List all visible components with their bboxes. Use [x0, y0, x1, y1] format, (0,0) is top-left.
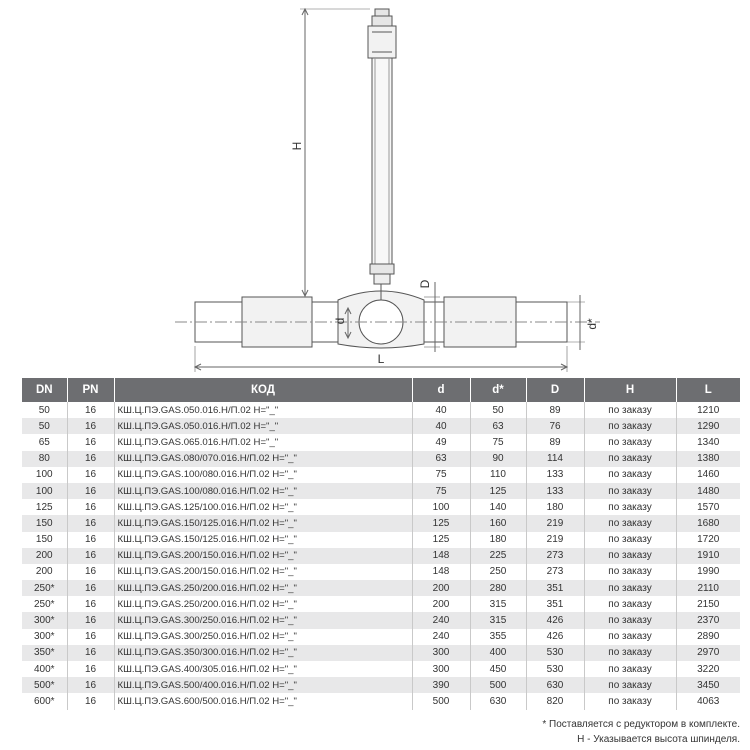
col-l-cell: 1720 [697, 534, 720, 546]
col-l-cell: 2150 [697, 598, 720, 610]
col-code-cell: КШ.Ц.ПЭ.GAS.300/250.016.Н/П.02 Н="_" [114, 629, 412, 645]
col-dn-cell: 50 [22, 418, 67, 434]
col-code-header: КОД [114, 378, 412, 402]
dim-d-star-label: d* [585, 318, 599, 330]
col-l-header: L [676, 378, 740, 402]
dim-d-label: d [333, 317, 347, 325]
table-row [22, 451, 740, 467]
col-dn-cell: 300* [22, 629, 67, 645]
table-row [22, 693, 740, 709]
col-d-star-cell: 160 [470, 515, 526, 531]
col-pn-cell: 16 [67, 580, 114, 596]
col-d-star-cell: 180 [470, 532, 526, 548]
col-code-cell: КШ.Ц.ПЭ.GAS.400/305.016.Н/П.02 Н="_" [114, 661, 412, 677]
col-d-cell: 40 [412, 402, 470, 418]
col-pn-cell: 16 [67, 499, 114, 515]
spindle-top-fitting [368, 9, 396, 58]
col-d-cell: 390 [412, 677, 470, 693]
col-d-star-cell: 75 [470, 434, 526, 450]
col-l-cell: 2110 [676, 580, 740, 596]
col-d-large-cell: 426 [526, 629, 584, 645]
col-d-large-cell: 180 [526, 499, 584, 515]
note-reducer: * Поставляется с редуктором в комплекте. [542, 719, 740, 730]
dim-h-label: H [290, 141, 304, 151]
col-d-star-cell: 450 [470, 661, 526, 677]
col-code-cell: КШ.Ц.ПЭ.GAS.050.016.Н/П.02 Н="_" [114, 418, 412, 434]
table-row [22, 418, 740, 434]
col-d-large-cell: 219 [526, 532, 584, 548]
col-h-cell: по заказу [584, 434, 676, 450]
spec-table [22, 378, 740, 710]
col-pn-cell: 16 [67, 612, 114, 628]
col-h-cell: по заказу [584, 402, 676, 418]
table-row [22, 596, 740, 612]
col-pn-cell: 16 [67, 402, 114, 418]
col-l-cell: 4063 [697, 695, 720, 707]
col-l-cell: 1380 [676, 451, 740, 467]
col-h-cell: по заказу [584, 515, 676, 531]
col-h-cell: по заказу [584, 483, 676, 499]
col-pn-cell: 16 [67, 467, 114, 483]
col-dn-cell: 600* [22, 693, 67, 709]
col-pn-cell: 16 [67, 515, 114, 531]
col-d-star-cell: 280 [470, 580, 526, 596]
col-dn-cell: 80 [22, 451, 67, 467]
col-l-cell: 1990 [697, 566, 720, 578]
col-dn-cell: 100 [22, 483, 67, 499]
col-code-cell: КШ.Ц.ПЭ.GAS.080/070.016.Н/П.02 Н="_" [114, 451, 412, 467]
col-dn-cell: 100 [22, 467, 67, 483]
table-row [22, 645, 740, 661]
col-code-cell: КШ.Ц.ПЭ.GAS.300/250.016.Н/П.02 Н="_" [114, 612, 412, 628]
col-d-cell: 200 [412, 596, 470, 612]
col-pn-cell: 16 [67, 451, 114, 467]
col-d-cell: 49 [412, 434, 470, 450]
col-d-star-cell: 50 [470, 402, 526, 418]
col-pn-cell: 16 [67, 483, 114, 499]
col-d-star-header: d* [470, 378, 526, 402]
table-row [22, 661, 740, 677]
col-h-cell: по заказу [584, 499, 676, 515]
col-dn-cell: 400* [22, 661, 67, 677]
col-d-header: d [412, 378, 470, 402]
col-d-cell: 240 [412, 612, 470, 628]
table-row [22, 580, 740, 596]
col-d-large-cell: 273 [526, 564, 584, 580]
col-l-cell: 1340 [697, 436, 720, 448]
col-dn-cell: 150 [22, 515, 67, 531]
table-row [22, 483, 740, 499]
col-code-cell: КШ.Ц.ПЭ.GAS.100/080.016.Н/П.02 Н="_" [114, 483, 412, 499]
col-d-large-cell: 426 [526, 612, 584, 628]
col-code-cell: КШ.Ц.ПЭ.GAS.100/080.016.Н/П.02 Н="_" [114, 467, 412, 483]
col-l-cell: 1570 [697, 501, 720, 513]
col-d-cell: 200 [412, 580, 470, 596]
dim-d-large-label: D [418, 279, 432, 289]
col-dn-cell: 250* [22, 580, 67, 596]
col-d-star-cell: 400 [470, 645, 526, 661]
col-d-cell: 300 [412, 661, 470, 677]
table-row [22, 677, 740, 693]
col-d-star-cell: 90 [470, 451, 526, 467]
col-h-cell: по заказу [584, 612, 676, 628]
col-d-cell: 40 [412, 418, 470, 434]
col-code-cell: КШ.Ц.ПЭ.GAS.250/200.016.Н/П.02 Н="_" [114, 596, 412, 612]
col-d-large-cell: 820 [526, 693, 584, 709]
col-h-cell: по заказу [584, 451, 676, 467]
col-d-large-cell: 351 [526, 596, 584, 612]
col-h-header: H [584, 378, 676, 402]
col-d-large-cell: 219 [526, 515, 584, 531]
dim-h-line [300, 9, 370, 296]
col-code-cell: КШ.Ц.ПЭ.GAS.125/100.016.Н/П.02 Н="_" [114, 499, 412, 515]
col-h-cell: по заказу [584, 677, 676, 693]
col-d-cell: 148 [412, 548, 470, 564]
col-d-star-cell: 225 [470, 548, 526, 564]
col-d-large-cell: 76 [526, 418, 584, 434]
col-d-large-cell: 530 [526, 645, 584, 661]
col-d-cell: 125 [412, 532, 470, 548]
col-l-cell: 1680 [676, 515, 740, 531]
col-l-cell: 1210 [697, 404, 720, 416]
col-dn-cell: 200 [22, 564, 67, 580]
table-body [22, 402, 740, 710]
col-d-cell: 148 [412, 564, 470, 580]
col-pn-cell: 16 [67, 677, 114, 693]
col-d-star-cell: 630 [470, 693, 526, 709]
table-row [22, 548, 740, 564]
col-h-cell: по заказу [584, 629, 676, 645]
col-l-cell: 1910 [676, 548, 740, 564]
col-code-cell: КШ.Ц.ПЭ.GAS.600/500.016.Н/П.02 Н="_" [114, 693, 412, 709]
col-l-cell: 1290 [676, 418, 740, 434]
col-d-large-cell: 89 [526, 434, 584, 450]
table-row [22, 467, 740, 483]
col-d-star-cell: 125 [470, 483, 526, 499]
col-h-cell: по заказу [584, 418, 676, 434]
col-dn-cell: 200 [22, 548, 67, 564]
col-pn-cell: 16 [67, 629, 114, 645]
table-row [22, 515, 740, 531]
col-h-cell: по заказу [584, 661, 676, 677]
table-row [22, 612, 740, 628]
table-row [22, 499, 740, 515]
col-pn-cell: 16 [67, 596, 114, 612]
col-h-cell: по заказу [584, 548, 676, 564]
col-dn-cell: 65 [22, 434, 67, 450]
col-code-cell: КШ.Ц.ПЭ.GAS.350/300.016.Н/П.02 Н="_" [114, 645, 412, 661]
col-d-star-cell: 110 [470, 467, 526, 483]
spindle-tube [370, 58, 394, 284]
col-d-large-header: D [526, 378, 584, 402]
col-code-cell: КШ.Ц.ПЭ.GAS.250/200.016.Н/П.02 Н="_" [114, 580, 412, 596]
col-code-cell: КШ.Ц.ПЭ.GAS.200/150.016.Н/П.02 Н="_" [114, 564, 412, 580]
col-pn-cell: 16 [67, 532, 114, 548]
col-d-large-cell: 133 [526, 483, 584, 499]
col-h-cell: по заказу [584, 645, 676, 661]
col-d-star-cell: 315 [470, 596, 526, 612]
note-spindle-height: Н - Указывается высота шпинделя. [577, 734, 740, 745]
col-code-cell: КШ.Ц.ПЭ.GAS.150/125.016.Н/П.02 Н="_" [114, 532, 412, 548]
col-pn-cell: 16 [67, 548, 114, 564]
col-l-cell: 1480 [676, 483, 740, 499]
col-pn-cell: 16 [67, 693, 114, 709]
col-d-cell: 300 [412, 645, 470, 661]
col-pn-cell: 16 [67, 564, 114, 580]
col-dn-cell: 50 [22, 402, 67, 418]
table-row [22, 629, 740, 645]
col-h-cell: по заказу [584, 693, 676, 709]
col-h-cell: по заказу [584, 532, 676, 548]
col-dn-cell: 150 [22, 532, 67, 548]
col-dn-cell: 250* [22, 596, 67, 612]
col-dn-header: DN [22, 378, 67, 402]
col-d-cell: 63 [412, 451, 470, 467]
col-l-cell: 3450 [676, 677, 740, 693]
col-code-cell: КШ.Ц.ПЭ.GAS.065.016.Н/П.02 Н="_" [114, 434, 412, 450]
col-h-cell: по заказу [584, 580, 676, 596]
footnotes [542, 717, 740, 747]
col-code-cell: КШ.Ц.ПЭ.GAS.050.016.Н/П.02 Н="_" [114, 402, 412, 418]
col-d-star-cell: 250 [470, 564, 526, 580]
table-header-row [22, 378, 740, 402]
col-h-cell: по заказу [584, 564, 676, 580]
table-row [22, 434, 740, 450]
col-pn-cell: 16 [67, 418, 114, 434]
table-row [22, 532, 740, 548]
col-l-cell: 2890 [697, 631, 720, 643]
col-dn-cell: 125 [22, 499, 67, 515]
col-code-cell: КШ.Ц.ПЭ.GAS.150/125.016.Н/П.02 Н="_" [114, 515, 412, 531]
col-code-cell: КШ.Ц.ПЭ.GAS.200/150.016.Н/П.02 Н="_" [114, 548, 412, 564]
col-d-star-cell: 355 [470, 629, 526, 645]
col-d-cell: 75 [412, 483, 470, 499]
col-pn-header: PN [67, 378, 114, 402]
col-l-cell: 3220 [697, 663, 720, 675]
col-dn-cell: 500* [22, 677, 67, 693]
table-row [22, 564, 740, 580]
col-h-cell: по заказу [584, 596, 676, 612]
col-pn-cell: 16 [67, 434, 114, 450]
col-code-cell: КШ.Ц.ПЭ.GAS.500/400.016.Н/П.02 Н="_" [114, 677, 412, 693]
col-d-cell: 75 [412, 467, 470, 483]
col-d-large-cell: 89 [526, 402, 584, 418]
col-pn-cell: 16 [67, 645, 114, 661]
col-d-star-cell: 140 [470, 499, 526, 515]
col-d-cell: 500 [412, 693, 470, 709]
col-d-cell: 240 [412, 629, 470, 645]
col-d-star-cell: 63 [470, 418, 526, 434]
col-d-star-cell: 315 [470, 612, 526, 628]
col-d-star-cell: 500 [470, 677, 526, 693]
table-row [22, 402, 740, 418]
col-l-cell: 2970 [676, 645, 740, 661]
col-d-cell: 125 [412, 515, 470, 531]
col-h-cell: по заказу [584, 467, 676, 483]
col-d-large-cell: 114 [526, 451, 584, 467]
col-dn-cell: 350* [22, 645, 67, 661]
col-d-large-cell: 351 [526, 580, 584, 596]
col-pn-cell: 16 [67, 661, 114, 677]
col-d-cell: 100 [412, 499, 470, 515]
col-l-cell: 1460 [697, 469, 720, 481]
col-l-cell: 2370 [676, 612, 740, 628]
col-d-large-cell: 530 [526, 661, 584, 677]
col-d-large-cell: 630 [526, 677, 584, 693]
col-d-large-cell: 133 [526, 467, 584, 483]
col-dn-cell: 300* [22, 612, 67, 628]
col-d-large-cell: 273 [526, 548, 584, 564]
dim-l-label: L [377, 352, 385, 366]
valve-body [338, 284, 424, 348]
